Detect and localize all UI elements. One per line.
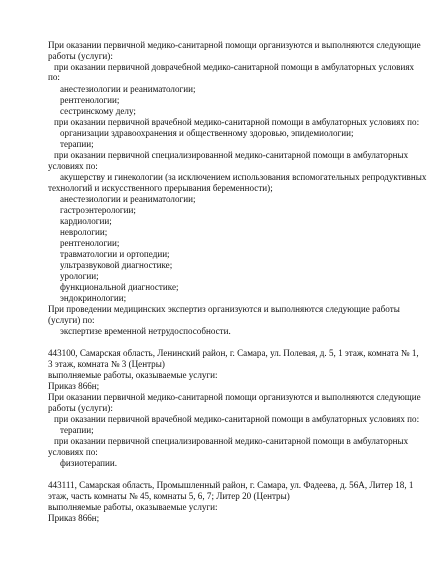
address-line: этаж, часть комнаты № 45, комнаты 5, 6, 7; Литер 20 (Центры) (48, 491, 290, 501)
doc-line: выполняемые работы, оказываемые услуги: (48, 502, 218, 512)
doc-line: ультразвуковой диагностике; (60, 260, 173, 270)
doc-line: терапии; (60, 425, 94, 435)
doc-line: при оказании первичной врачебной медико-санитарной помощи в амбулаторных условиях по: (54, 117, 420, 127)
address-line: 443111, Самарская область, Промышленный район, г. Самара, ул. Фадеева, д. 56А, Литер 18, 1 (48, 480, 414, 490)
doc-line: анестезиологии и реаниматологии; (60, 194, 196, 204)
doc-line: при оказании первичной специализированной медико-санитарной помощи в амбулаторных (54, 150, 409, 160)
doc-line: При проведении медицинских экспертиз организуются и выполняются следующие работы (48, 304, 400, 314)
doc-line: травматологии и ортопедии; (60, 249, 170, 259)
doc-line: При оказании первичной медико-санитарной помощи организуются и выполняются следующие (48, 392, 421, 402)
doc-line: урологии; (60, 271, 99, 281)
doc-line: выполняемые работы, оказываемые услуги: (48, 370, 218, 380)
doc-line: физиотерапии. (60, 458, 117, 468)
doc-line: рентгенологии; (60, 95, 120, 105)
doc-line: условиях по: (48, 447, 98, 457)
doc-line: акушерству и гинекологии (за исключением использования вспомогательных репродуктивных (60, 172, 427, 182)
doc-line: При оказании первичной медико-санитарной помощи организуются и выполняются следующие (48, 40, 421, 50)
doc-line: Приказ 866н; (48, 513, 100, 523)
address-line: 443100, Самарская область, Ленинский район, г. Самара, ул. Полевая, д. 5, 1 этаж, комната № 1, (48, 348, 419, 358)
doc-line: при оказании первичной доврачебной медико-санитарной помощи в амбулаторных условиях (54, 62, 415, 72)
doc-line: терапии; (60, 139, 94, 149)
doc-line: экспертизе временной нетрудоспособности. (60, 326, 231, 336)
doc-line: неврологии; (60, 227, 108, 237)
doc-line: кардиологии; (60, 216, 112, 226)
doc-line: организации здравоохранения и общественному здоровью, эпидемиологии; (60, 128, 354, 138)
doc-line: функциональной диагностике; (60, 282, 179, 292)
doc-line: эндокринологии; (60, 293, 127, 303)
doc-line: по: (48, 72, 60, 82)
doc-line: сестринскому делу; (60, 106, 136, 116)
doc-line: Приказ 866н; (48, 381, 100, 391)
doc-line: (услуги) по: (48, 315, 95, 325)
address-line: 3 этаж, комната № 3 (Центры) (48, 359, 165, 369)
doc-line: работы (услуги): (48, 403, 113, 413)
doc-line: анестезиологии и реаниматологии; (60, 84, 196, 94)
doc-line: условиях по: (48, 161, 98, 171)
doc-line: при оказании первичной врачебной медико-санитарной помощи в амбулаторных условиях по: (54, 414, 420, 424)
doc-line: рентгенологии; (60, 238, 120, 248)
doc-line: при оказании первичной специализированной медико-санитарной помощи в амбулаторных (54, 436, 409, 446)
doc-line: гастроэнтерологии; (60, 205, 136, 215)
doc-line: работы (услуги): (48, 51, 113, 61)
doc-line: технологий и искусственного прерывания беременности); (48, 183, 273, 193)
